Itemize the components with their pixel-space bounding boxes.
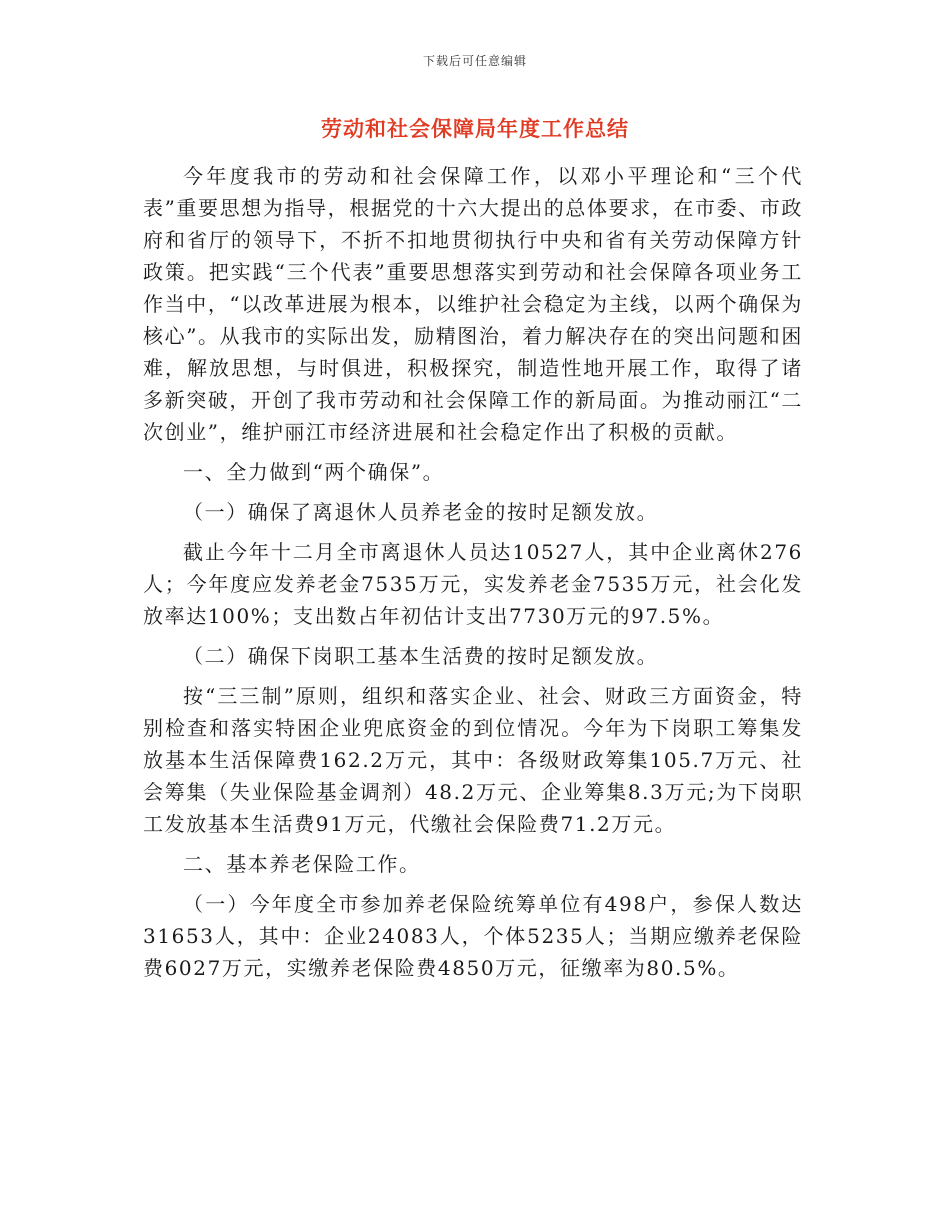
section-heading-1: 一、全力做到“两个确保”。 [183,460,445,484]
header-note: 下载后可任意编辑 [422,54,527,68]
document-body [143,160,803,992]
paragraph-laid-off-living: 按“三三制”原则，组织和落实企业、社会、财政三方面资金，特别检查和落实特困企业兜底资金的到位情况。今年为下岗职工筹集发放基本生活保障费162.2万元，其中：各级财政筹集105.7万元、社会筹集（失业保险基金调剂）48.2万元、企业筹集8.3万元;为下岗职工发放基本生活费91万元，代缴社会保险费71.2万元。 [143,684,803,836]
paragraph-retiree-pension: 截止今年十二月全市离退休人员达10527人，其中企业离休276人；今年度应发养老金7535万元，实发养老金7535万元，社会化发放率达100%；支出数占年初估计支出7730万元的97.5%。 [143,540,803,628]
paragraph-intro: 今年度我市的劳动和社会保障工作，以邓小平理论和“三个代表”重要思想为指导，根据党的十六大提出的总体要求，在市委、市政府和省厅的领导下，不折不扣地贯彻执行中央和省有关劳动保障方针政策。把实践“三个代表”重要思想落实到劳动和社会保障各项业务工作当中，“以改革进展为根本，以维护社会稳定为主线，以两个确保为核心”。从我市的实际出发，励精图治，着力解决存在的突出问题和困难，解放思想，与时俱进，积极探究，制造性地开展工作，取得了诸多新突破，开创了我市劳动和社会保障工作的新局面。为推动丽江“二次创业”，维护丽江市经济进展和社会稳定作出了积极的贡献。 [143,164,803,444]
document-title: 劳动和社会保障局年度工作总结 [321,116,629,141]
subsection-heading-1-1: （一）确保了离退休人员养老金的按时足额发放。 [183,500,659,524]
paragraph-pension-insurance: （一）今年度全市参加养老保险统筹单位有498户，参保人数达31653人，其中：企业24083人，个体5235人；当期应缴养老保险费6027万元，实缴养老保险费4850万元，征缴率为80.5%。 [143,892,803,980]
section-heading-2: 二、基本养老保险工作。 [183,852,421,876]
subsection-heading-1-2: （二）确保下岗职工基本生活费的按时足额发放。 [183,644,659,668]
